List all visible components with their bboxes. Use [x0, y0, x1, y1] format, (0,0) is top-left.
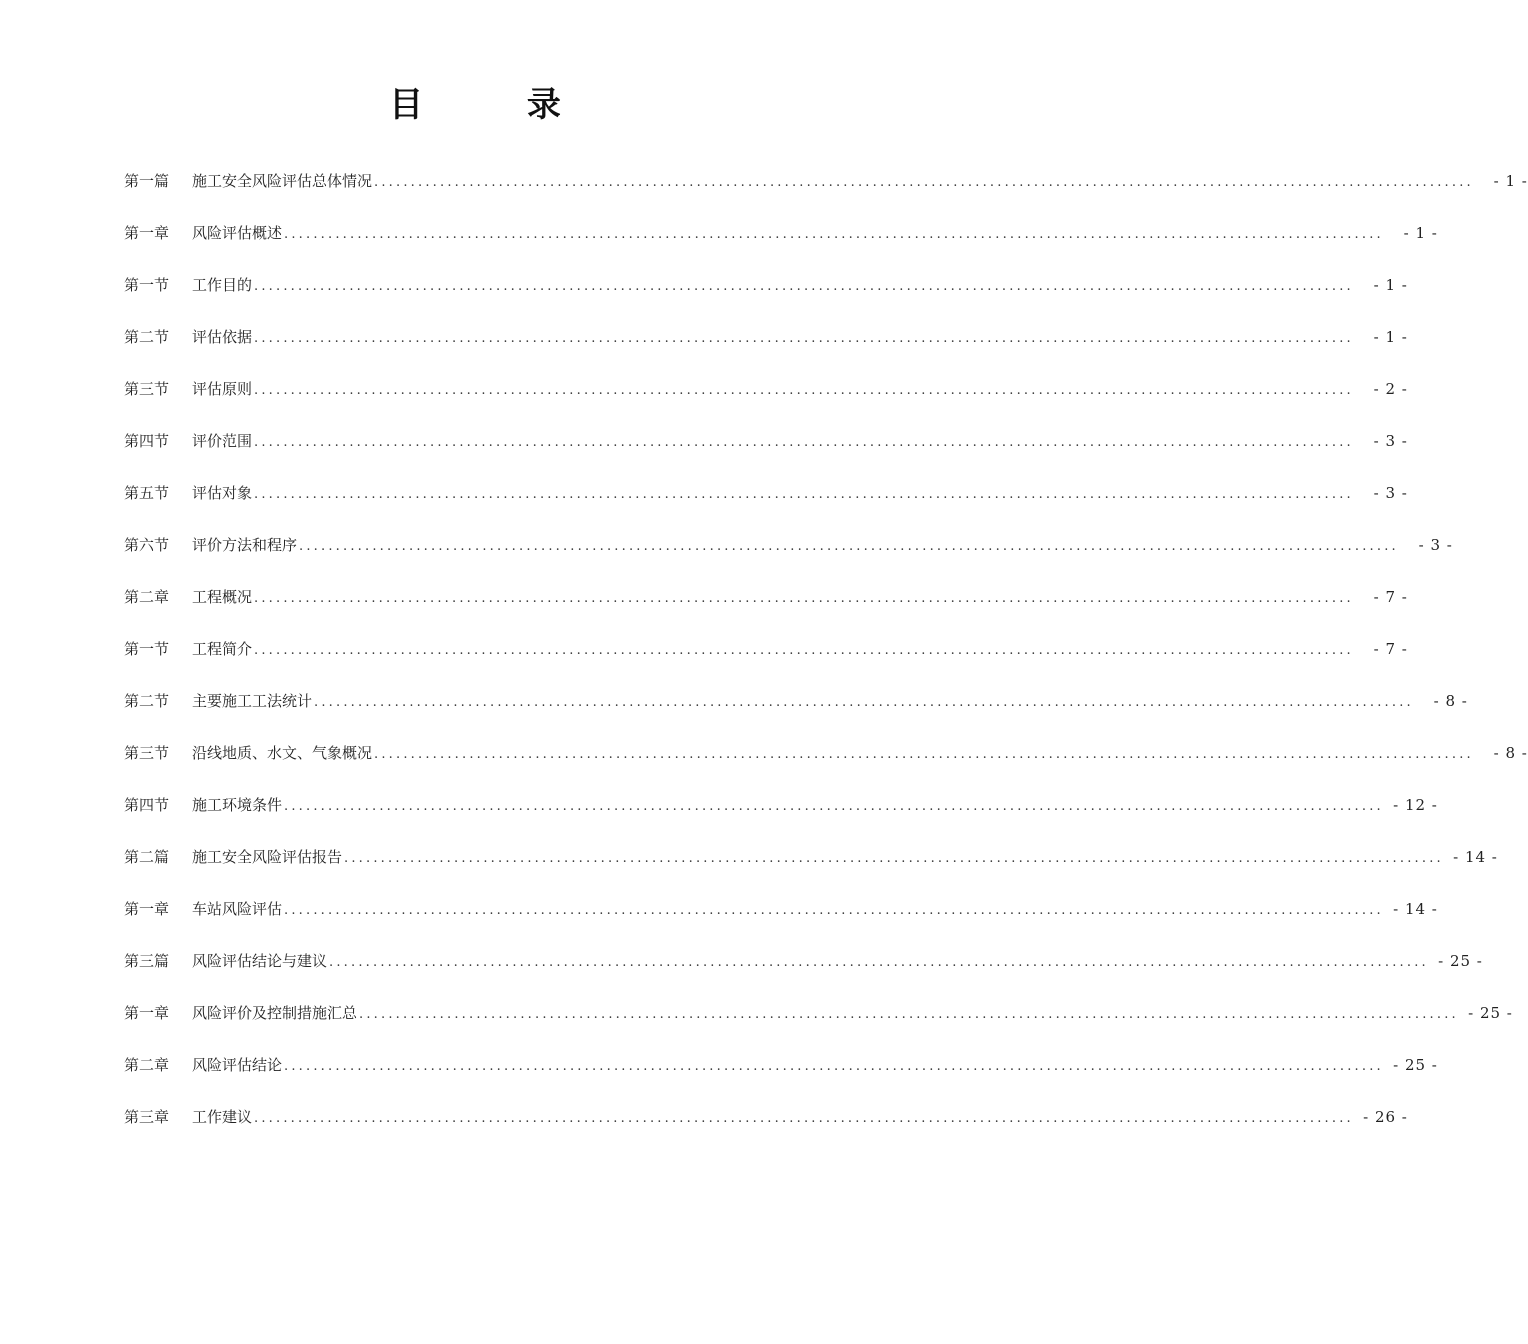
toc-entry-page: - 25 - — [1468, 1004, 1513, 1022]
toc-entry[interactable] — [124, 210, 1438, 262]
toc-entry-page: - 3 - — [1373, 484, 1408, 502]
toc-entry-page: - 1 - — [1373, 328, 1408, 346]
toc-entry-title: 评估依据 — [192, 328, 253, 346]
toc-entry-title: 施工环境条件 — [192, 796, 283, 814]
toc-entry[interactable] — [124, 418, 1408, 470]
toc-entry-number: 第六节 — [124, 536, 170, 554]
toc-entry-page: - 25 - — [1438, 952, 1483, 970]
toc-dot-leader: ...................................................................................................................................................... — [254, 435, 1354, 450]
toc-entry-page: - 7 - — [1373, 588, 1408, 606]
toc-entry-page: - 8 - — [1433, 692, 1468, 710]
toc-entry-page: - 1 - — [1373, 276, 1408, 294]
toc-entry-number: 第二篇 — [124, 848, 170, 866]
toc-entry-number: 第四节 — [124, 432, 170, 450]
toc-entry[interactable] — [124, 1042, 1438, 1094]
toc-entry-title: 评估原则 — [192, 380, 253, 398]
toc-dot-leader: ...................................................................................................................................................... — [299, 539, 1399, 554]
toc-entry[interactable] — [124, 990, 1513, 1042]
toc-entry-number: 第一节 — [124, 640, 170, 658]
toc-dot-leader: ...................................................................................................................................................... — [359, 1007, 1459, 1022]
toc-entry-page: - 7 - — [1373, 640, 1408, 658]
toc-entry[interactable] — [124, 1094, 1408, 1146]
toc-dot-leader: ...................................................................................................................................................... — [254, 383, 1354, 398]
toc-entry-page: - 3 - — [1418, 536, 1453, 554]
toc-entry-title: 施工安全风险评估总体情况 — [192, 172, 373, 190]
toc-entry[interactable] — [124, 158, 1528, 210]
toc-list — [124, 158, 1528, 1146]
toc-entry-title: 评价范围 — [192, 432, 253, 450]
toc-entry[interactable] — [124, 314, 1408, 366]
toc-entry-title: 工作建议 — [192, 1108, 253, 1126]
toc-entry[interactable] — [124, 730, 1528, 782]
toc-entry-page: - 8 - — [1493, 744, 1528, 762]
toc-entry-title: 沿线地质、水文、气象概况 — [192, 744, 373, 762]
toc-entry-number: 第一篇 — [124, 172, 170, 190]
toc-dot-leader: ...................................................................................................................................................... — [374, 175, 1474, 190]
toc-dot-leader: ...................................................................................................................................................... — [284, 903, 1384, 918]
toc-entry-number: 第三篇 — [124, 952, 170, 970]
toc-dot-leader: ...................................................................................................................................................... — [254, 487, 1354, 502]
toc-dot-leader: ...................................................................................................................................................... — [329, 955, 1429, 970]
toc-entry-page: - 14 - — [1393, 900, 1438, 918]
toc-entry-page: - 25 - — [1393, 1056, 1438, 1074]
toc-dot-leader: ...................................................................................................................................................... — [314, 695, 1414, 710]
toc-entry-page: - 3 - — [1373, 432, 1408, 450]
toc-dot-leader: ...................................................................................................................................................... — [254, 331, 1354, 346]
toc-entry-number: 第二节 — [124, 328, 170, 346]
toc-entry-title: 风险评估结论与建议 — [192, 952, 328, 970]
toc-entry[interactable] — [124, 574, 1408, 626]
toc-dot-leader: ...................................................................................................................................................... — [254, 1111, 1354, 1126]
toc-entry-title: 主要施工工法统计 — [192, 692, 313, 710]
toc-entry[interactable] — [124, 366, 1408, 418]
toc-entry-title: 施工安全风险评估报告 — [192, 848, 343, 866]
toc-entry[interactable] — [124, 522, 1453, 574]
toc-dot-leader: ...................................................................................................................................................... — [254, 279, 1354, 294]
toc-entry-number: 第一章 — [124, 1004, 170, 1022]
toc-entry-page: - 1 - — [1493, 172, 1528, 190]
toc-entry-number: 第一章 — [124, 224, 170, 242]
toc-entry[interactable] — [124, 886, 1438, 938]
toc-entry-title: 工程简介 — [192, 640, 253, 658]
toc-dot-leader: ...................................................................................................................................................... — [374, 747, 1474, 762]
toc-dot-leader: ...................................................................................................................................................... — [284, 799, 1384, 814]
toc-entry[interactable] — [124, 834, 1498, 886]
toc-dot-leader: ...................................................................................................................................................... — [284, 1059, 1384, 1074]
toc-entry-page: - 26 - — [1363, 1108, 1408, 1126]
toc-entry-number: 第三节 — [124, 744, 170, 762]
toc-entry-page: - 2 - — [1373, 380, 1408, 398]
toc-entry[interactable] — [124, 470, 1408, 522]
toc-entry-title: 工作目的 — [192, 276, 253, 294]
toc-entry-title: 评价方法和程序 — [192, 536, 298, 554]
toc-entry-number: 第三节 — [124, 380, 170, 398]
toc-entry[interactable] — [124, 626, 1408, 678]
toc-entry-title: 工程概况 — [192, 588, 253, 606]
toc-entry-page: - 12 - — [1393, 796, 1438, 814]
toc-entry-title: 风险评估结论 — [192, 1056, 283, 1074]
toc-entry-number: 第二章 — [124, 588, 170, 606]
toc-entry-number: 第一章 — [124, 900, 170, 918]
toc-entry-number: 第四节 — [124, 796, 170, 814]
toc-entry-title: 车站风险评估 — [192, 900, 283, 918]
toc-entry-number: 第二章 — [124, 1056, 170, 1074]
toc-entry-title: 风险评价及控制措施汇总 — [192, 1004, 358, 1022]
toc-entry-page: - 14 - — [1453, 848, 1498, 866]
toc-dot-leader: ...................................................................................................................................................... — [284, 227, 1384, 242]
toc-entry-number: 第五节 — [124, 484, 170, 502]
toc-entry-title: 风险评估概述 — [192, 224, 283, 242]
toc-entry[interactable] — [124, 678, 1468, 730]
toc-entry-page: - 1 - — [1403, 224, 1438, 242]
toc-entry[interactable] — [124, 782, 1438, 834]
toc-entry-number: 第三章 — [124, 1108, 170, 1126]
toc-dot-leader: ...................................................................................................................................................... — [254, 591, 1354, 606]
toc-entry-number: 第二节 — [124, 692, 170, 710]
toc-entry[interactable] — [124, 262, 1408, 314]
toc-entry-title: 评估对象 — [192, 484, 253, 502]
toc-entry[interactable] — [124, 938, 1483, 990]
toc-entry-number: 第一节 — [124, 276, 170, 294]
toc-dot-leader: ...................................................................................................................................................... — [344, 851, 1444, 866]
toc-dot-leader: ...................................................................................................................................................... — [254, 643, 1354, 658]
toc-title: 目 录 — [389, 85, 607, 125]
